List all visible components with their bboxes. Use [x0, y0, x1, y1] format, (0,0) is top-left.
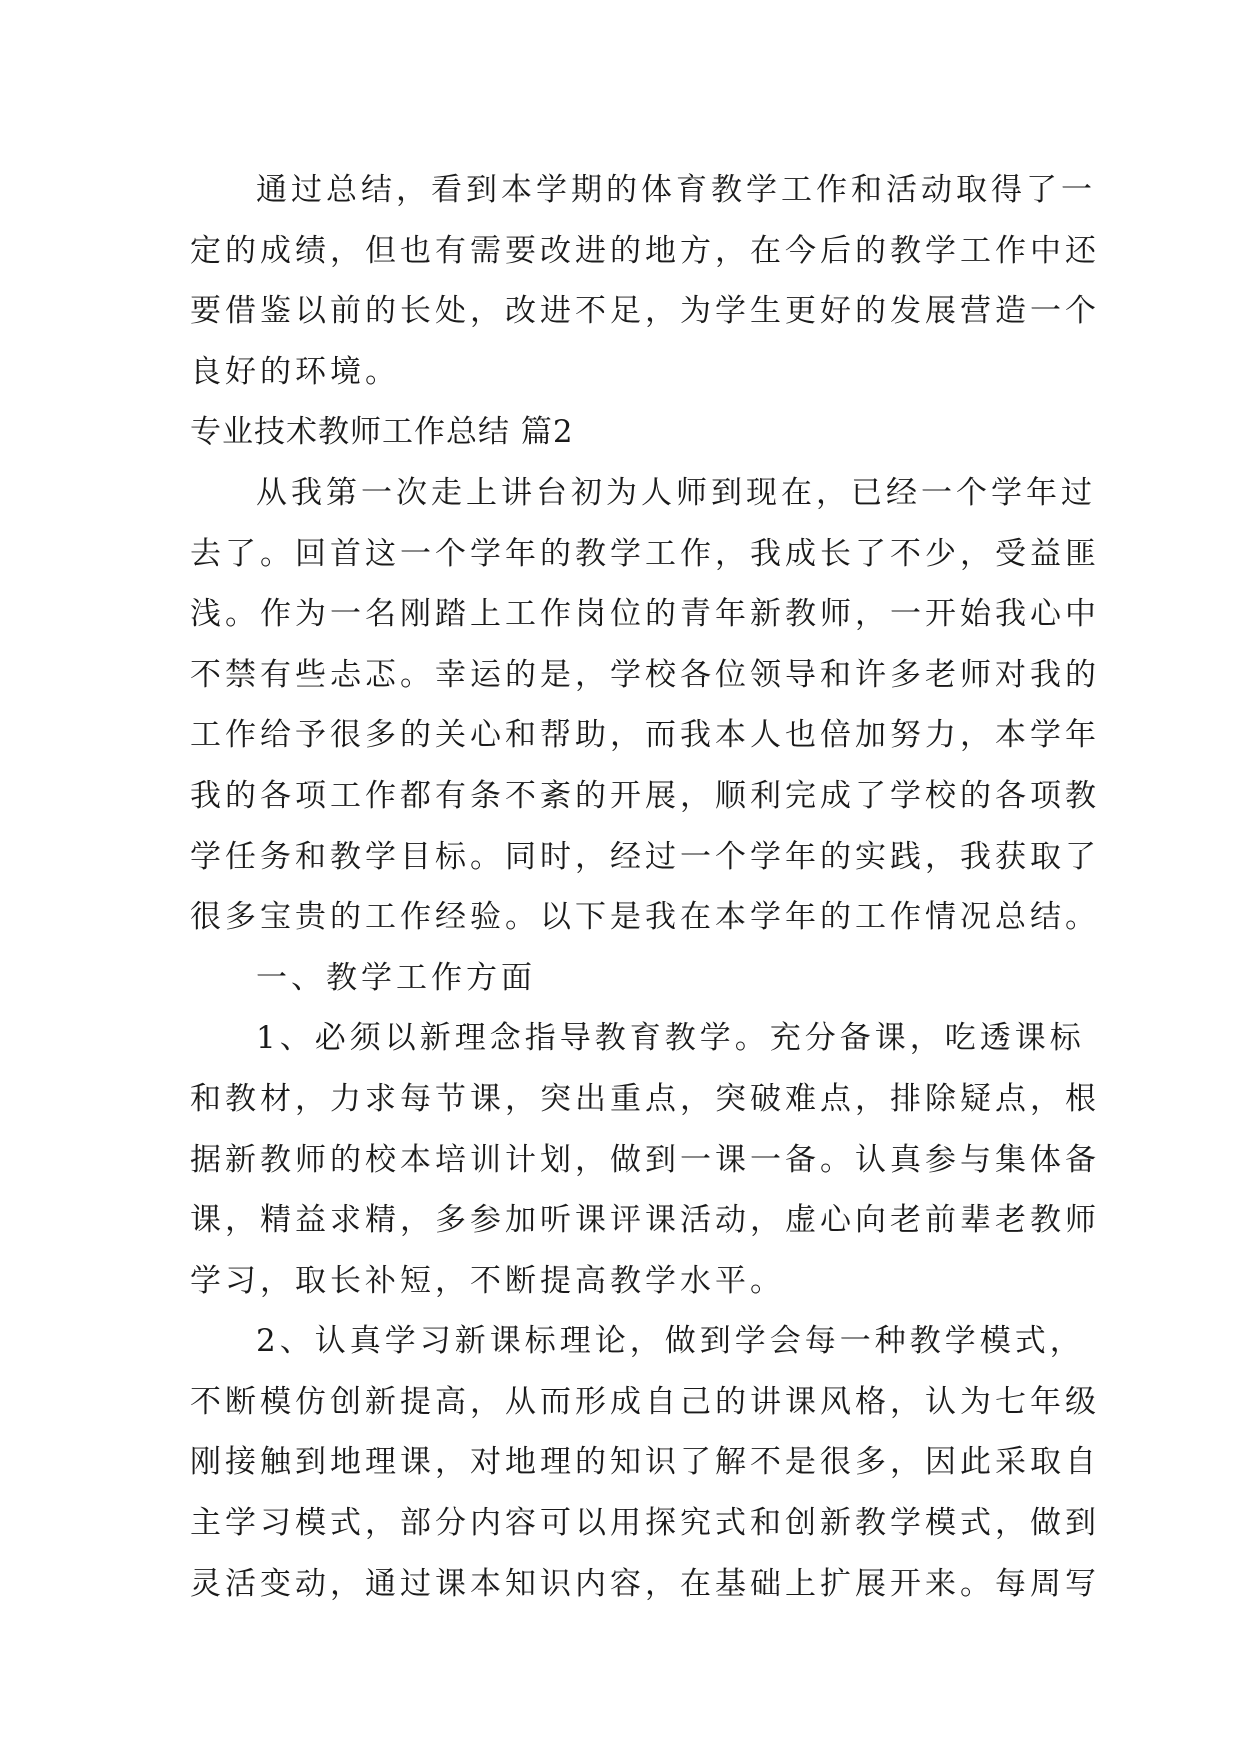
- text-line: 要借鉴以前的长处，改进不足，为学生更好的发展营造一个: [190, 293, 1100, 330]
- text-line: 和教材，力求每节课，突出重点，突破难点，排除疑点，根: [190, 1080, 1100, 1117]
- text-line: 工作给予很多的关心和帮助，而我本人也倍加努力，本学年: [190, 717, 1100, 754]
- text-line: 很多宝贵的工作经验。以下是我在本学年的工作情况总结。: [190, 899, 1100, 936]
- text-line: 定的成绩，但也有需要改进的地方，在今后的教学工作中还: [190, 232, 1100, 269]
- text-line: 我的各项工作都有条不紊的开展，顺利完成了学校的各项教: [190, 777, 1100, 814]
- section-heading: 专业技术教师工作总结 篇2: [190, 414, 574, 451]
- text-line: 学任务和教学目标。同时，经过一个学年的实践，我获取了: [190, 838, 1100, 875]
- paragraph-summary: [190, 160, 1100, 402]
- text-line: 课，精益求精，多参加听课评课活动，虚心向老前辈老教师: [190, 1202, 1100, 1239]
- text-line: 良好的环境。: [190, 353, 400, 390]
- paragraph-intro: [190, 463, 1100, 948]
- document-body: [190, 160, 1100, 1614]
- text-line: 灵活变动，通过课本知识内容，在基础上扩展开来。每周写: [190, 1565, 1100, 1602]
- subsection-heading: 一、教学工作方面: [256, 959, 536, 996]
- text-line: 去了。回首这一个学年的教学工作，我成长了不少，受益匪: [190, 535, 1100, 572]
- text-line: 不禁有些忐忑。幸运的是，学校各位领导和许多老师对我的: [190, 656, 1100, 693]
- text-line: 1、必须以新理念指导教育教学。充分备课，吃透课标: [256, 1020, 1085, 1057]
- text-line: 浅。作为一名刚踏上工作岗位的青年新教师，一开始我心中: [190, 596, 1100, 633]
- text-line: 2、认真学习新课标理论，做到学会每一种教学模式，: [256, 1323, 1085, 1360]
- text-line: 据新教师的校本培训计划，做到一课一备。认真参与集体备: [190, 1141, 1100, 1178]
- text-line: 刚接触到地理课，对地理的知识了解不是很多，因此采取自: [190, 1444, 1100, 1481]
- text-line: 学习，取长补短，不断提高教学水平。: [190, 1262, 785, 1299]
- paragraph-item-2: [190, 1311, 1100, 1614]
- text-line: 不断模仿创新提高，从而形成自己的讲课风格，认为七年级: [190, 1383, 1100, 1420]
- text-line: 通过总结，看到本学期的体育教学工作和活动取得了一: [256, 172, 1096, 208]
- text-line: 主学习模式，部分内容可以用探究式和创新教学模式，做到: [190, 1505, 1100, 1542]
- text-line: 从我第一次走上讲台初为人师到现在，已经一个学年过: [256, 474, 1096, 511]
- paragraph-item-1: [190, 1008, 1100, 1311]
